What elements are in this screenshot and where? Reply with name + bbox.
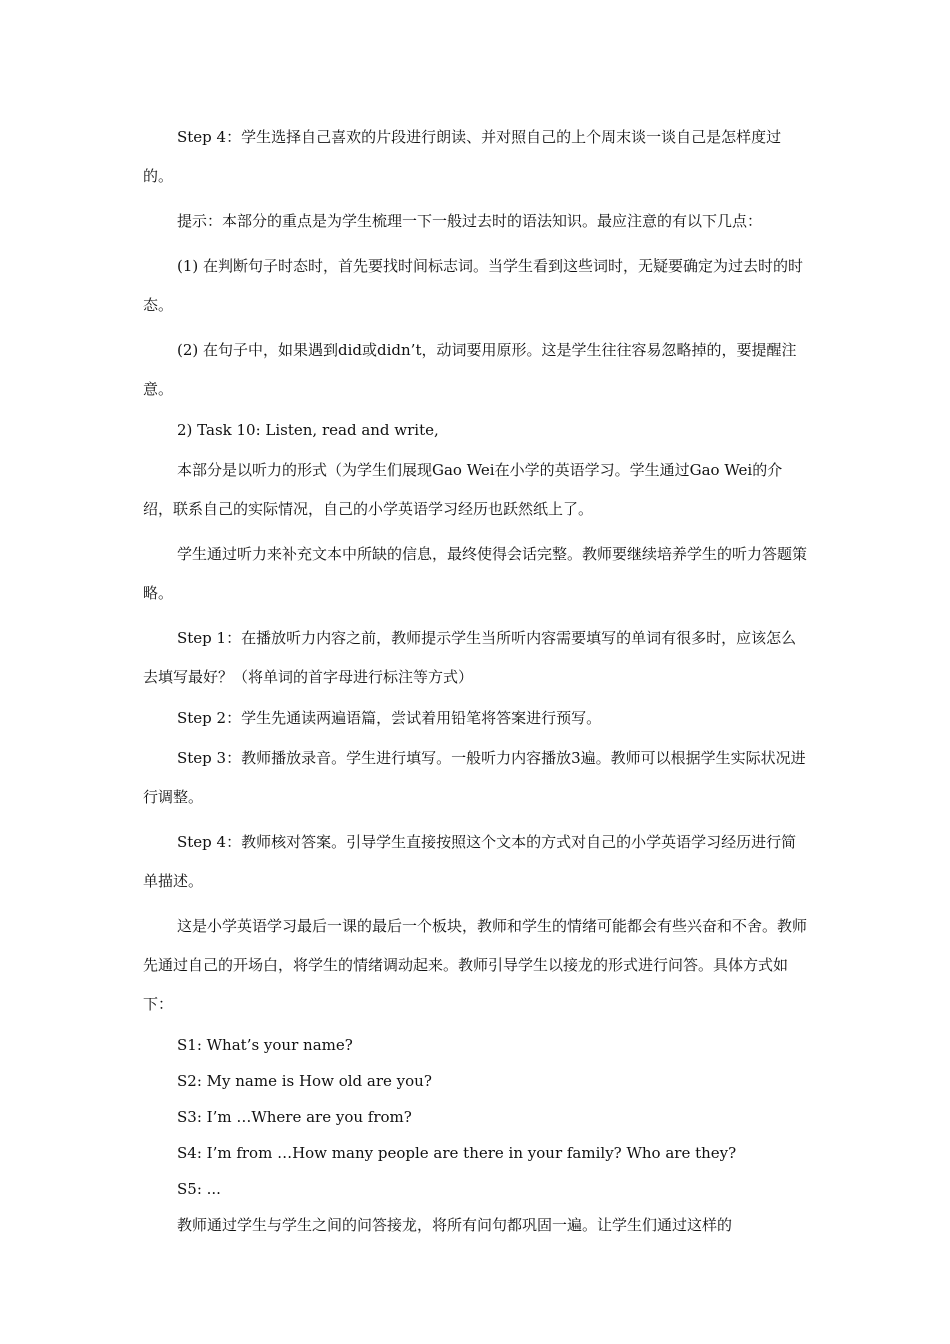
- paragraph-task10-intro: 本部分是以听力的形式（为学生们展现Gao Wei在小学的英语学习。学生通过Gao Wei的介绍，联系自己的实际情况，自己的小学英语学习经历也跃然纸上了。: [143, 461, 783, 518]
- paragraph-tip: 提示：本部分的重点是为学生梳理一下一般过去时的语法知识。最应注意的有以下几点：: [177, 212, 763, 230]
- dialogue-line-s1: S1: What’s your name?: [177, 1036, 353, 1054]
- paragraph-listening-strategy: 学生通过听力来补充文本中所缺的信息，最终使得会话完整。教师要继续培养学生的听力答题策略。: [143, 545, 808, 602]
- paragraph-step4-reading: Step 4：学生选择自己喜欢的片段进行朗读、并对照自己的上个周末谈一谈自己是怎样度过的。: [143, 128, 782, 185]
- dialogue-line-s2: S2: My name is How old are you?: [177, 1072, 432, 1090]
- paragraph-closing: 教师通过学生与学生之间的问答接龙，将所有问句都巩固一遍。让学生们通过这样的: [177, 1216, 733, 1234]
- dialogue-line-s4: S4: I’m from …How many people are there in your family? Who are they?: [177, 1144, 737, 1162]
- paragraph-final-lesson: 这是小学英语学习最后一课的最后一个板块，教师和学生的情绪可能都会有些兴奋和不舍。教师先通过自己的开场白，将学生的情绪调动起来。教师引导学生以接龙的形式进行问答。具体方式如下：: [143, 917, 808, 1013]
- paragraph-step4-check: Step 4：教师核对答案。引导学生直接按照这个文本的方式对自己的小学英语学习经历进行简单描述。: [143, 833, 797, 890]
- document-body: [143, 118, 807, 1246]
- dialogue-line-s5: S5: ...: [177, 1180, 221, 1198]
- paragraph-point-2: (2) 在句子中，如果遇到did或didn’t，动词要用原形。这是学生往往容易忽略掉的，要提醒注意。: [143, 341, 797, 398]
- paragraph-step3: Step 3：教师播放录音。学生进行填写。一般听力内容播放3遍。教师可以根据学生实际状况进行调整。: [143, 749, 806, 806]
- paragraph-point-1: (1) 在判断句子时态时，首先要找时间标志词。当学生看到这些词时，无疑要确定为过去时的时态。: [143, 257, 804, 314]
- paragraph-task10-heading: 2) Task 10: Listen, read and write,: [177, 421, 439, 439]
- paragraph-step2: Step 2：学生先通读两遍语篇，尝试着用铅笔将答案进行预写。: [177, 709, 602, 727]
- paragraph-step1: Step 1：在播放听力内容之前，教师提示学生当所听内容需要填写的单词有很多时，应该怎么去填写最好？（将单词的首字母进行标注等方式）: [143, 629, 797, 686]
- dialogue-line-s3: S3: I’m …Where are you from?: [177, 1108, 412, 1126]
